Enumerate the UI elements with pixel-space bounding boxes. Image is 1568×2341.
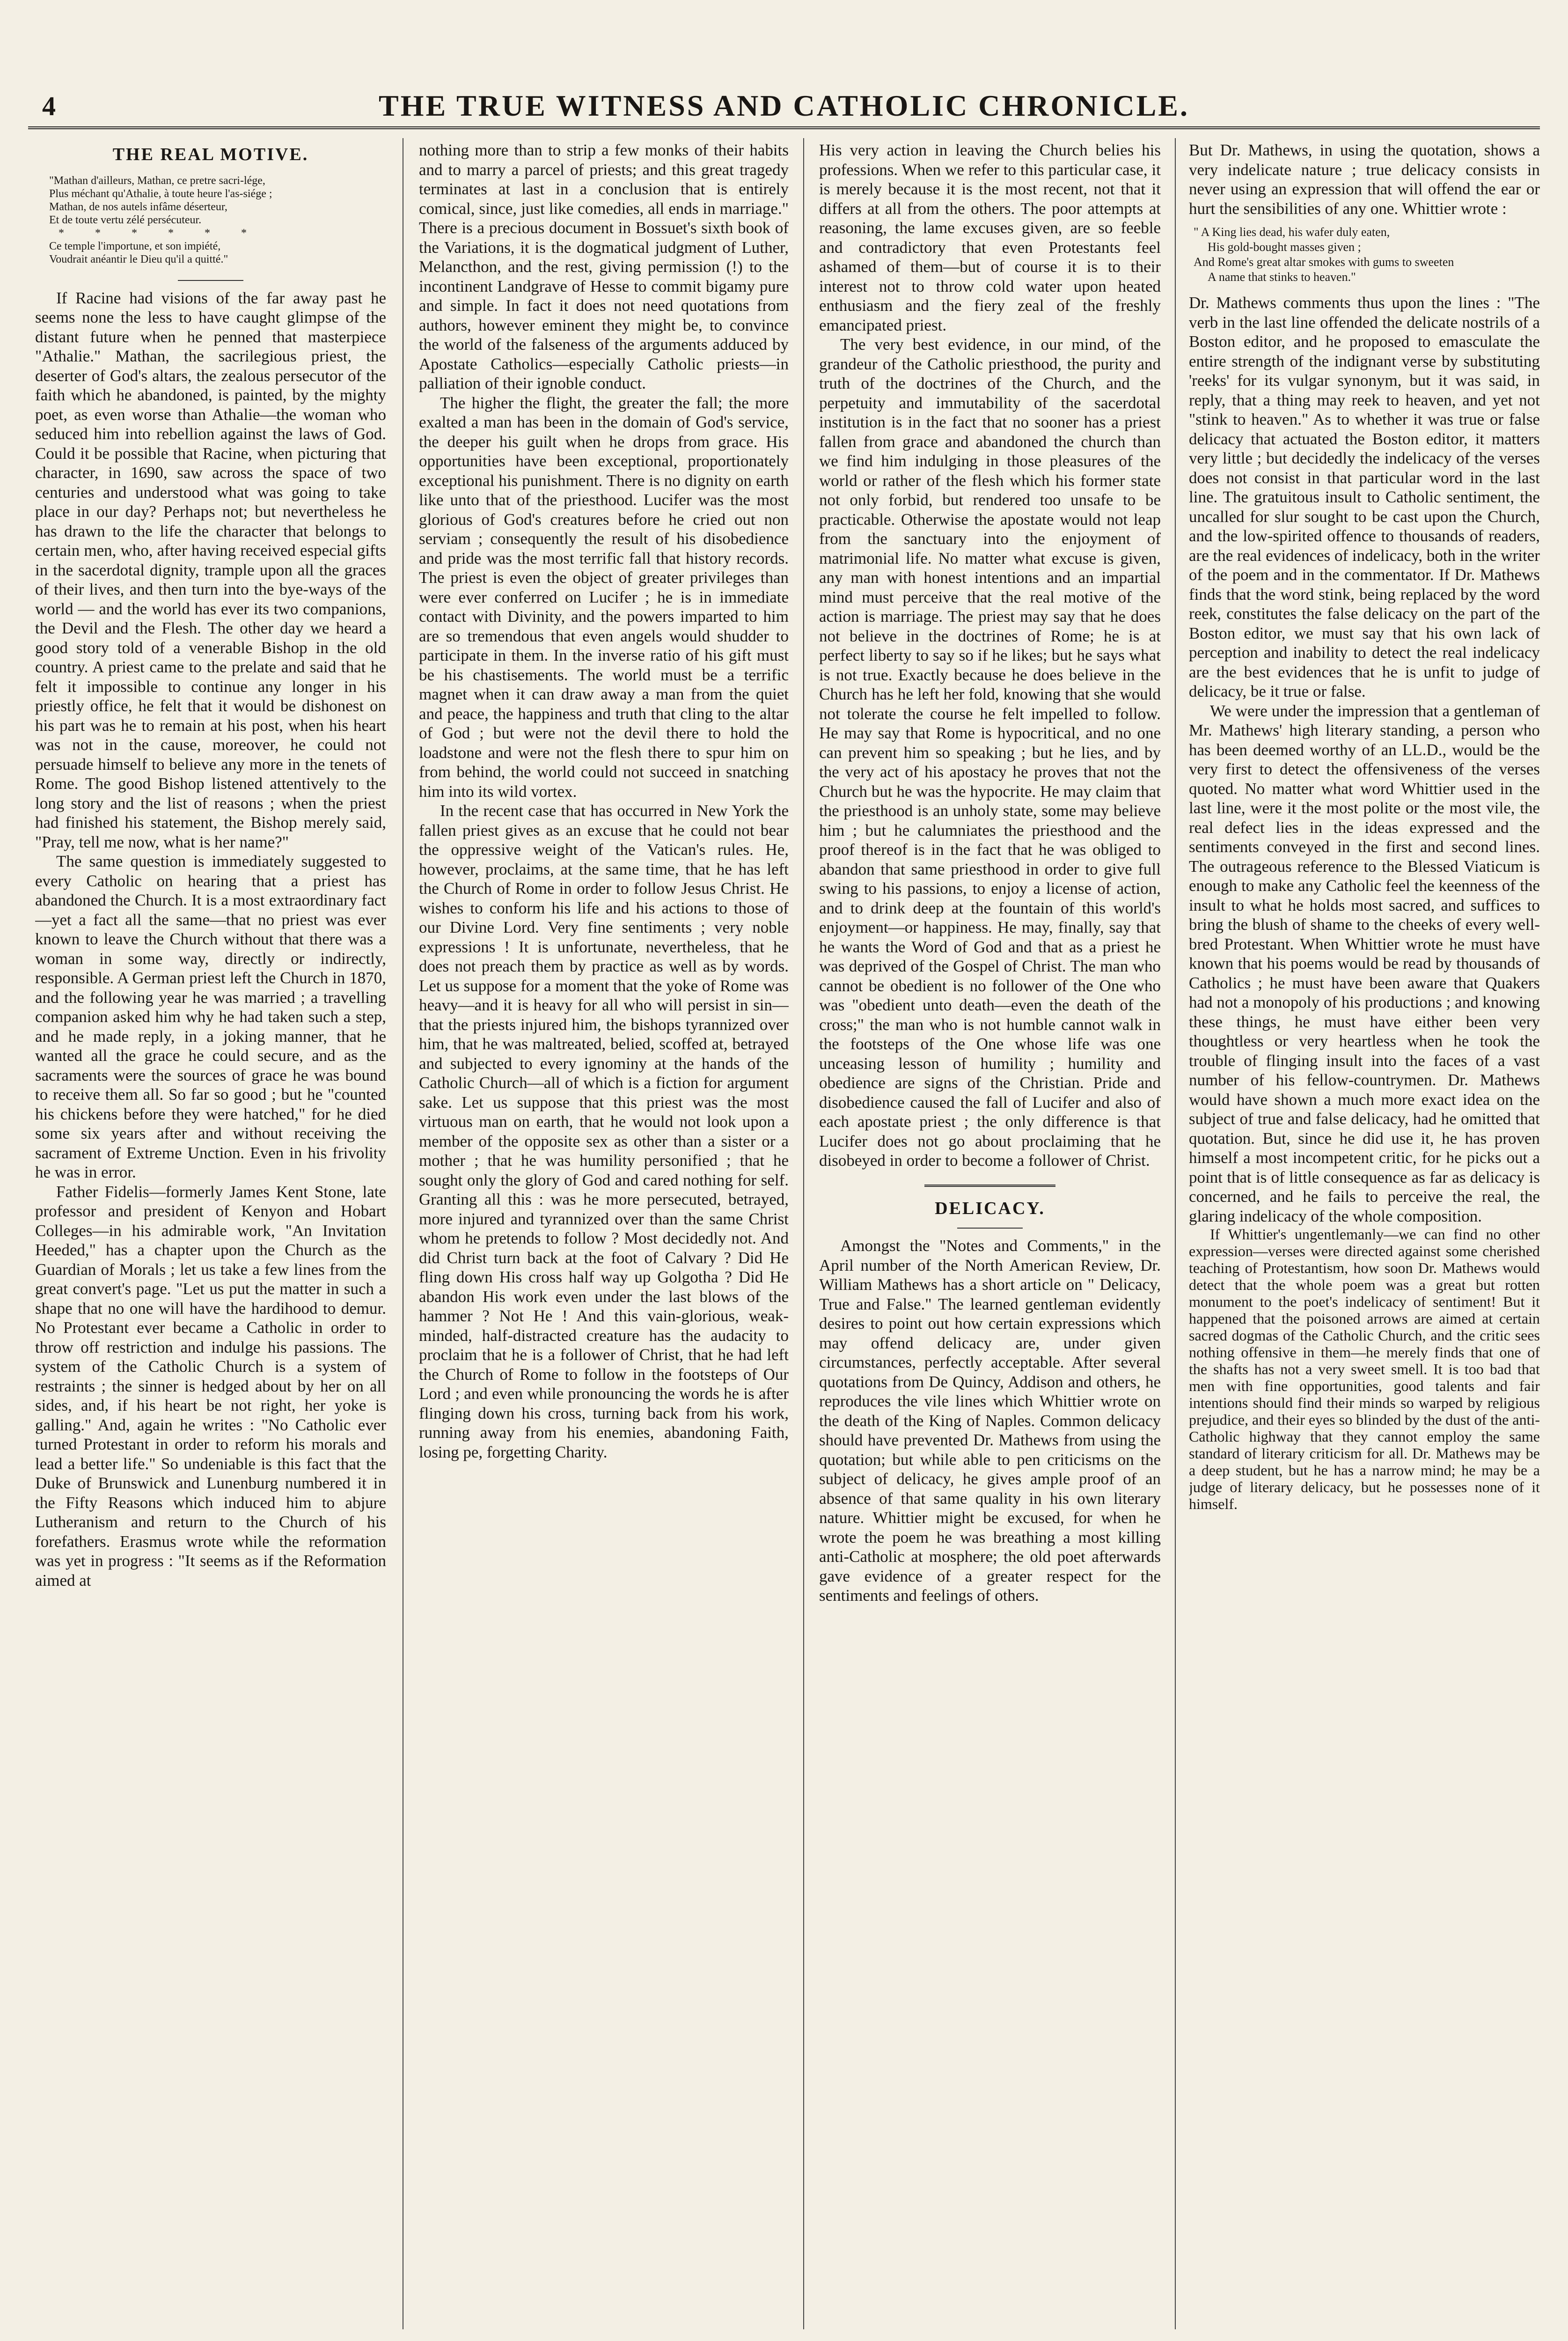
column-2 [419,140,789,2318]
paragraph: The very best evidence, in our mind, of the grandeur of the Catholic priesthood, the purity and truth of the doctrines of the Church, and the perpetuity and immutability of the sacerdotal institution is in the fact that no sooner has a priest fallen from grace and abandoned the church than we find him indulging in those pleasures of the world or rather of the flesh which his former state not only forbid, but rendered too unsafe to be practicable. Otherwise the apostate would not leap from the sanctuary into the enjoyment of matrimonial life. No matter what excuse is given, any man with honest intentions and an impartial mind must perceive that the real motive of the action is marriage. The priest may say that he does not believe in the doctrines of Rome; he is at perfect liberty to say so if he likes; but he says what is not true. Exactly because he does believe in the Church has he left her fold, knowing that she would not tolerate the course he felt impelled to follow. He may say that Rome is hypocritical, and no one can prevent him so speaking ; but he lies, and by the very act of his apostacy he proves that not the Church but he was the hypocrite. He may claim that the priesthood is an unholy state, some may believe him ; but he calumniates the priesthood and the proof thereof is in the fact that he was obliged to abandon that same priesthood in order to give full swing to his passions, to enjoy a license of action, and to drink deep at the fountain of this world's enjoyment—or happiness. He may, finally, say that he wants the Word of God and that as a priest he was deprived of the Gospel of Christ. The man who cannot be obedient is no follower of the One who was "obedient unto death—even the death of the cross;" the man who is not humble cannot walk in the footsteps of the One whose life was one unceasing lesson of humility ; humility and obedience are signs of the Christian. Pride and disobedience caused the fall of Lucifer and also of each apostate priest ; the only difference is that Lucifer does not go about proclaiming that he disobeyed in order to become a follower of Christ. [819,335,1161,1170]
paragraph: In the recent case that has occurred in New York the fallen priest gives as an excuse that he could not bear the oppressive weight of the Vatican's rules. He, however, proclaims, at the same time, that he has left the Church of Rome in order to follow Jesus Christ. He wishes to conform his life and his actions to those of our Divine Lord. Very fine sentiments ; very noble expressions ! It is unfortunate, nevertheless, that he does not preach them by practice as well as by words. Let us suppose for a moment that the yoke of Rome was heavy—and it is heavy for all who will persist in sin—that the priests injured him, the bishops tyrannized over him, that he was maltreated, belied, scoffed at, betrayed and subjected to every ignominy at the hands of the Catholic Church—all of which is a fiction for argument sake. Let us suppose that this priest was the most virtuous man on earth, that he would not look upon a member of the opposite sex as other than a sister or a mother ; that he was humility personified ; that he sought only the glory of God and cared nothing for self. Granting all this : was he more persecuted, betrayed, more injured and tyrannized over than the same Christ whom he pretends to follow ? Most decidedly not. And did Christ turn back at the foot of Calvary ? Did He fling down His cross half way up Golgotha ? Did He abandon His work even under the last blows of the hammer ? Not He ! And this vain-glorious, weak-minded, half-distracted creature has the audacity to proclaim that he is a follower of Christ, that he had left the Church of Rome to follow in the footsteps of Our Lord ; and even while pronouncing the words he is after flinging down his cross, turning back from his work, running away from his enemies, abandoning Faith, losing pe, forgetting Charity. [419,802,789,1461]
paragraph: But Dr. Mathews, in using the quotation, shows a very indelicate nature ; true delicacy consists in never using an expression that will offend the ear or hurt the sensibilities of any one. Whittier wrote : [1189,141,1540,218]
epigraph-line: Plus méchant qu'Athalie, à toute heure l'as-siége ; [49,187,272,200]
article-title: DELICACY. [935,1198,1045,1218]
divider [178,280,243,281]
article-divider [924,1185,1055,1187]
paragraph: If Racine had visions of the far away past he seems none the less to have caught glimpse of the distant future when he penned that masterpiece "Athalie." Mathan, the sacrilegious priest, the deserter of God's altars, the zealous persecutor of the faith which he abandoned, is painted, by the mighty poet, as even worse than Athalie—the woman who seduced him into rebellion against the laws of God. Could it be possible that Racine, when picturing that character, in 1690, saw across the space of two centuries and understood what was going to take place in our day? Perhaps not; but nevertheless he has drawn to the life the character that belongs to certain men, who, after having received especial gifts in the sacerdotal dignity, trample upon all the graces of their lives, and then turn into the bye-ways of the world — and the world has ever its two companions, the Devil and the Flesh. The other day we heard a good story told of a venerable Bishop in the old country. A priest came to the prelate and said that he felt it impossible to continue any longer in his priestly office, he felt that it would be dishonest on his part was he to remain at his post, when his heart was not in the cause, moreover, he could not persuade himself to believe any more in the tenets of Rome. The good Bishop listened attentively to the long story and the list of reasons ; when the priest had finished his statement, the Bishop merely said, "Pray, tell me now, what is her name?" [35,288,386,851]
paragraph: His very action in leaving the Church belies his professions. When we refer to this particular case, it is merely because it is the most recent, not that it differs at all from the others. The poor attempts at reasoning, the lame excuses given, are so feeble and contradictory that even Protestants feel ashamed of them—but of course it is to their interest not to throw cold water upon heated enthusiasm and the fiery zeal of the freshly emancipated priest. [819,141,1161,334]
column-3 [819,140,1161,2318]
epigraph-line: Et de toute vertu zélé persécuteur. [49,213,202,226]
epigraph [49,174,386,266]
poem-line: A name that stinks to heaven." [1208,270,1356,284]
poem-line: And Rome's great altar smokes with gums to sweeten [1194,255,1454,269]
paragraph: Father Fidelis—formerly James Kent Stone, late professor and president of Kenyon and Hobart Colleges—in his admirable work, "An Invitation Heeded," has a chapter upon the Church as the Guardian of Morals ; let us take a few lines from the great convert's page. "Let us put the matter in such a shape that no one will have the hardihood to demur. No Protestant ever became a Catholic in order to throw off restriction and indulge his passions. The system of the Catholic Church is a system of restraints ; the sinner is hedged about by her on all sides, and, if his heart be not right, her yoke is galling." And, again he writes : "No Catholic ever turned Protestant in order to reform his morals and lead a better life." So undeniable is this fact that the Duke of Brunswick and Lunenburg numbered it in the Fifty Reasons which induced him to abjure Lutheranism and return to the Church of his forefathers. Erasmus wrote while the reformation was yet in progress : "It seems as if the Reformation aimed at [35,1182,386,1590]
paragraph: If Whittier's ungentlemanly—we can find no other expression—verses were directed against some cherished teaching of Protestantism, how soon Dr. Mathews would detect that the whole poem was a great but rotten monument to the poet's indelicacy of sentiment! But it happened that the poisoned arrows are aimed at certain sacred dogmas of the Catholic Church, and the critic sees nothing offensive in them—he merely finds that one of the shafts has not a very sweet smell. It is too bad that men with fine opportunities, good talents and fair intentions should find their minds so warped by religious prejudice, and their eyes so blinded by the dust of the anti-Catholic highway that they cannot employ the same standard of literary criticism for all. Dr. Mathews may be a deep student, but he has a narrow mind; he may be a judge of literary delicacy, but he possesses none of it himself. [1189,1226,1540,1512]
masthead-rule [28,126,1540,129]
paragraph: nothing more than to strip a few monks of their habits and to marry a parcel of priests; and this great tragedy terminates at last in a conclusion that is entirely comical, since, just like comedies, all ends in marriage." There is a precious document in Bossuet's sixth book of the Variations, it is the dogmatical judgment of Luther, Melancthon, and the rest, giving permission (!) to the incontinent Landgrave of Hesse to commit bigamy pure and simple. In fact it does not need quotations from authors, however eminent they might be, to convince the world of the falseness of the arguments adduced by Apostate Catholics—especially Catholic priests—in palliation of their ignoble conduct. [419,141,789,392]
paragraph: We were under the impression that a gentleman of Mr. Mathews' high literary standing, a person who has been deemed worthy of an LL.D., would be the very first to detect the offensiveness of the verses quoted. No matter what word Whittier used in the last line, were it the most polite or the most vile, the real defect lies in the ideas expressed and the sentiments conveyed in the first and second lines. The outrageous reference to the Blessed Viaticum is enough to make any Catholic feel the keenness of the insult to what he holds most sacred, and suffices to bring the blush of shame to the cheeks of every well-bred Protestant. When Whittier wrote he must have known that his poems would be read by thousands of Catholics ; he must have been aware that Quakers had not a monopoly of his productions ; and knowing these things, he must have either been very thoughtless or very heartless when he took the trouble of flinging insult into the faces of a vast number of his fellow-countrymen. Dr. Mathews would have shown a much more exact idea on the subject of true and false delicacy, had he omitted that quotation. But, since he did use it, he has proven himself a most incompetent critic, for he picks out a point that is of little consequence as far as delicacy is concerned, and he fails to perceive the real, the glaring indelicacy of the whole composition. [1189,701,1540,1225]
paragraph: The higher the flight, the greater the fall; the more exalted a man has been in the domain of God's service, the deeper his guilt when he drops from grace. His opportunities have been exceptional, proportionately exceptional his punishment. There is no dignity on earth like unto that of the priesthood. Lucifer was the most glorious of God's creatures before he cried out non serviam ; consequently the result of his disobedience and pride was the most terrific fall that history records. The priest is even the object of greater privileges than were ever conferred on Lucifer ; he is in immediate contact with Divinity, and the powers imparted to him are so tremendous that even angels would shudder to participate in them. In the inverse ratio of his gift must be his chastisements. The world must be a terrific magnet when it can draw away a man from the quiet and peace, the happiness and truth that cling to the altar of God ; but were not the devil there to hold the loadstone and were not the flesh there to spur him on from behind, the world could not succeed in snatching him into its wild vortex. [419,393,789,801]
epigraph-line: Voudrait anéantir le Dieu qu'il a quitté." [49,253,228,265]
epigraph-line: "Mathan d'ailleurs, Mathan, ce pretre sacri-lége, [49,174,265,187]
article-title: THE REAL MOTIVE. [112,145,309,164]
paragraph: Dr. Mathews comments thus upon the lines : "The verb in the last line offended the delicate nostrils of a Boston editor, and he proposed to emasculate the entire strength of the indignant verse by substituting 'reeks' for its vulgar synonym, but it was said, in reply, that a thing may reek to heaven, and yet not "stink to heaven." As to whether it was true or false delicacy that actuated the Boston editor, it matters very little ; but decidedly the indelicacy of the verses does not consist in that particular word in the last line. The gratuitous insult to Catholic sentiment, the uncalled for slur sought to be cast upon the Church, and the low-spirited offence to thousands of readers, are the real evidences of indelicacy, both in the writer of the poem and in the commentator. If Dr. Mathews finds that the word stink, being replaced by the word reek, constitutes the false delicacy on the part of the Boston editor, we must say that his own lack of perception and inability to detect the real indelicacy are the best evidences that he is unfit to judge of delicacy, be it true or false. [1189,294,1540,700]
column-rule [803,138,804,2329]
epigraph-line: Mathan, de nos autels infâme déserteur, [49,200,227,213]
paragraph: The same question is immediately suggested to every Catholic on hearing that a priest has abandoned the Church. It is a most extraordinary fact—yet a fact all the same—that no priest was ever known to leave the Church without that there was a woman in some way, directly or indirectly, responsible. A German priest left the Church in 1870, and the following year he was married ; a travelling companion asked him why he had taken such a step, and he made reply, in a joking manner, that he wanted all the grace he could secure, and as the sacraments were the sources of grace he was bound to receive them all. So far so good ; but he "counted his chickens before they were hatched," for he died some six years after and without receiving the sacrament of Extreme Unction. Even in his frivolity he was in error. [35,852,386,1181]
page-number: 4 [42,91,56,121]
column-1 [35,140,386,2318]
column-4 [1189,140,1540,2318]
divider [957,1228,1023,1229]
poem-line: His gold-bought masses given ; [1208,240,1361,254]
paper-title: THE TRUE WITNESS AND CATHOLIC CHRONICLE. [379,89,1189,122]
masthead [33,87,1535,124]
column-rule [1175,138,1176,2329]
epigraph-ellipsis: * * * * * * [59,227,261,239]
epigraph-line: Ce temple l'importune, et son impiété, [49,240,221,252]
poem-line: " A King lies dead, his wafer duly eaten, [1194,225,1390,239]
poem-quote [1194,225,1540,285]
paragraph: Amongst the "Notes and Comments," in the April number of the North American Review, Dr. William Mathews has a short article on " Delicacy, True and False." The learned gentleman evidently desires to point out how certain expressions which may offend delicacy are, under given circumstances, perfectly acceptable. After several quotations from De Quincy, Addison and others, he reproduces the vile lines which Whittier wrote on the death of the King of Naples. Common delicacy should have prevented Dr. Mathews from using the quotation; but while able to pen criticisms on the subject of delicacy, he gives ample proof of an absence of that same quality in his own literary nature. Whittier might be excused, for when he wrote the poem he was breathing a most killing anti-Catholic at mosphere; the old poet afterwards gave evidence of a greater respect for the sentiments and feelings of others. [819,1237,1161,1605]
